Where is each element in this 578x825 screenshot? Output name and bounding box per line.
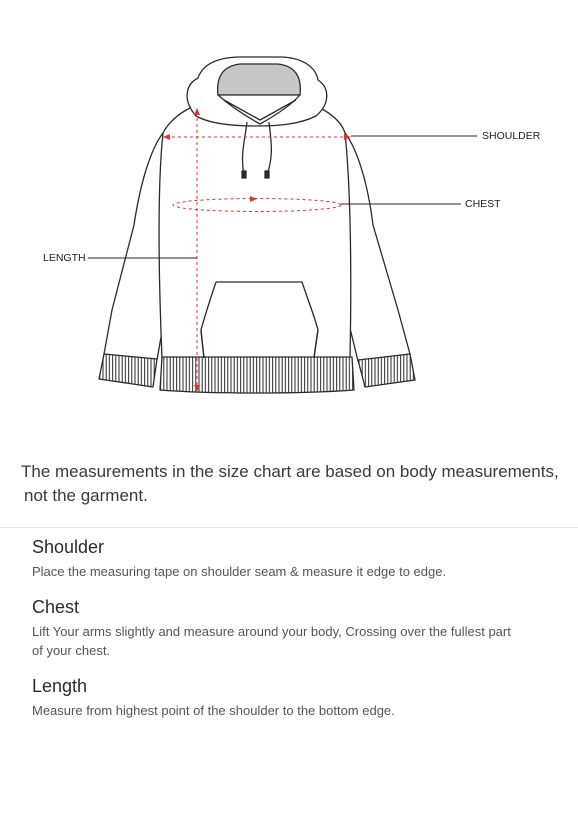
measurement-guide xyxy=(32,535,562,733)
measurement-note-line1: The measurements in the size chart are based on body measurements, xyxy=(21,462,559,481)
left-cuff xyxy=(99,354,157,387)
guide-item-length xyxy=(32,674,562,721)
guide-title-chest: Chest xyxy=(32,596,80,617)
guide-text-shoulder: Place the measuring tape on shoulder seam & measure it edge to edge. xyxy=(32,564,447,579)
length-label: LENGTH xyxy=(43,252,86,264)
guide-text-chest: Lift Your arms slightly and measure around your body, Crossing over the fullest part of your chest. xyxy=(32,623,511,658)
guide-title-shoulder: Shoulder xyxy=(32,537,105,557)
guide-title-length: Length xyxy=(32,675,88,696)
hoodie-illustration xyxy=(99,57,415,393)
hood-lining xyxy=(218,64,301,95)
guide-text-length: Measure from highest point of the shoulder to the bottom edge. xyxy=(32,702,395,718)
section-divider xyxy=(0,527,578,528)
chest-label: CHEST xyxy=(465,198,501,210)
body xyxy=(159,108,351,358)
guide-item-shoulder xyxy=(32,535,562,582)
right-cuff xyxy=(358,354,415,387)
measurement-note xyxy=(21,460,566,508)
waistband xyxy=(160,357,354,393)
measurement-note-line2: not the garment. xyxy=(24,486,148,505)
shoulder-label: SHOULDER xyxy=(482,130,541,142)
guide-item-chest xyxy=(32,595,562,661)
